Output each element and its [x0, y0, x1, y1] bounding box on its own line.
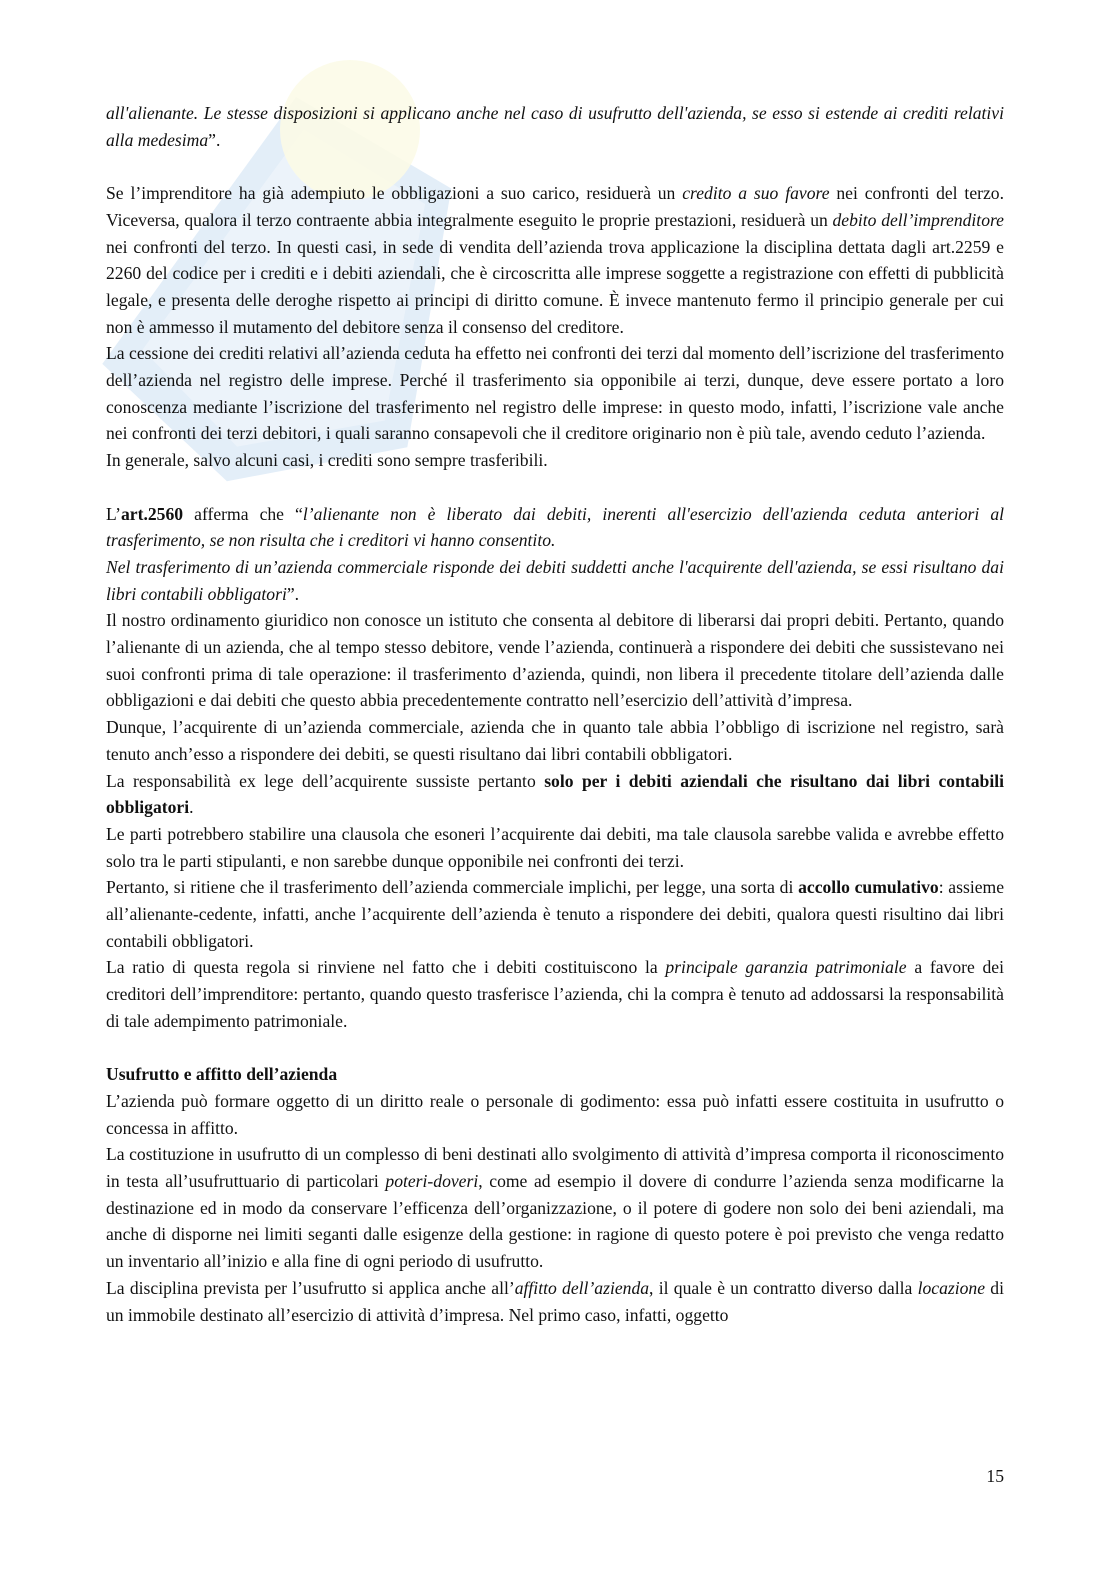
paragraph: Il nostro ordinamento giuridico non conosce un istituto che consenta al debitore di liberarsi dai propri debiti. Pertanto, quando l’alienante di un azienda, che al tempo stesso debitore, vende l’azienda, continuerà a rispondere dei debiti che sussistevano nei suoi confronti prima di tale operazione: il trasferimento d’azienda, quindi, non libera il precedente titolare dell’azienda dalle obbligazioni e dai debiti che questo abbia precedentemente contratto nell’esercizio dell’attività d’impresa.: [106, 610, 1004, 711]
paragraph: La ratio di questa regola si rinviene nel fatto che i debiti costituiscono la principale garanzia patrimoniale a favore dei creditori dell’imprenditore: pertanto, quando questo trasferisce l’azienda, chi la compra è tenuto ad addossarsi la responsabilità di tale adempimento patrimoniale.: [106, 957, 1004, 1031]
paragraph: La cessione dei crediti relativi all’azienda ceduta ha effetto nei confronti dei terzi dal momento dell’iscrizione del trasferimento dell’azienda nel registro delle imprese. Perché il trasferimento sia opponibile ai terzi, dunque, deve essere portato a loro conoscenza mediante l’iscrizione del trasferimento nel registro delle imprese: in questo modo, infatti, l’iscrizione vale anche nei confronti dei terzi debitori, i quali saranno consapevoli che il creditore originario non è più tale, avendo ceduto l’azienda.: [106, 343, 1004, 444]
page-number: 15: [986, 1466, 1004, 1486]
paragraph: Nel trasferimento di un’azienda commerciale risponde dei debiti suddetti anche l'acquirente dell'azienda, se essi risultano dai libri contabili obbligatori”.: [106, 556, 1004, 604]
paragraph: L’art.2560 afferma che “l’alienante non è liberato dai debiti, inerenti all'esercizio dell'azienda ceduta anteriori al trasferimento, se non risulta che i creditori vi hanno consentito.: [106, 503, 1005, 551]
paragraph: La responsabilità ex lege dell’acquirente sussiste pertanto solo per i debiti aziendali che risultano dai libri contabili obbligatori.: [106, 770, 1004, 818]
paragraph: La disciplina prevista per l’usufrutto si applica anche all’affitto dell’azienda, il quale è un contratto diverso dalla locazione di un immobile destinato all’esercizio di attività d’impresa. Nel primo caso, infatti, oggetto: [106, 1277, 1004, 1325]
paragraph: La costituzione in usufrutto di un complesso di beni destinati allo svolgimento di attività d’impresa comporta il riconoscimento in testa all’usufruttuario di particolari poteri-doveri, come ad esempio il dovere di condurre l’azienda senza modificarne la destinazione ed in modo da conservare l’efficenza dell’organizzazione, o il potere di godere non solo dei beni aziendali, ma anche di disporne nei limiti seganti dalle esigenze della gestione: in ragione di questo potere è poi previsto che venga redatto un inventario all’inizio e alla fine di ogni periodo di usufrutto.: [106, 1144, 1004, 1272]
paragraph: Le parti potrebbero stabilire una clausola che esoneri l’acquirente dai debiti, ma tale clausola sarebbe valida e avrebbe effetto solo tra le parti stipulanti, e non sarebbe dunque opponibile nei confronti dei terzi.: [106, 823, 1004, 871]
paragraph: Dunque, l’acquirente di un’azienda commerciale, azienda che in quanto tale abbia l’obbligo di iscrizione nel registro, sarà tenuto anch’esso a rispondere dei debiti, se questi risultano dai libri contabili obbligatori.: [106, 717, 1004, 764]
section-heading: Usufrutto e affitto dell’azienda: [106, 1064, 338, 1085]
paragraph: L’azienda può formare oggetto di un diritto reale o personale di godimento: essa può infatti essere costituita in usufrutto o concessa in affitto.: [106, 1090, 1004, 1138]
paragraph: all'alienante. Le stesse disposizioni si applicano anche nel caso di usufrutto dell'azienda, se esso si estende ai crediti relativi alla medesima”.: [106, 103, 1004, 150]
paragraph: Pertanto, si ritiene che il trasferimento dell’azienda commerciale implichi, per legge, una sorta di accollo cumulativo: assieme all’alienante-cedente, infatti, anche l’acquirente dell’azienda è tenuto a rispondere dei debiti, qualora questi risultino dai libri contabili obbligatori.: [106, 877, 1005, 951]
paragraph: In generale, salvo alcuni casi, i crediti sono sempre trasferibili.: [106, 450, 548, 471]
document-body: [106, 100, 1004, 1328]
paragraph: Se l’imprenditore ha già adempiuto le obbligazioni a suo carico, residuerà un credito a suo favore nei confronti del terzo. Viceversa, qualora il terzo contraente abbia integralmente eseguito le proprie prestazioni, residuerà un debito dell’imprenditore nei confronti del terzo. In questi casi, in sede di vendita dell’azienda trova applicazione la disciplina dettata dagli art.2259 e 2260 del codice per i crediti e i debiti aziendali, che è circoscritta alle imprese soggette a registrazione con effetti di pubblicità legale, e presenta delle deroghe rispetto ai principi di diritto comune. È invece mantenuto fermo il principio generale per cui non è ammesso il mutamento del debitore senza il consenso del creditore.: [106, 183, 1004, 337]
